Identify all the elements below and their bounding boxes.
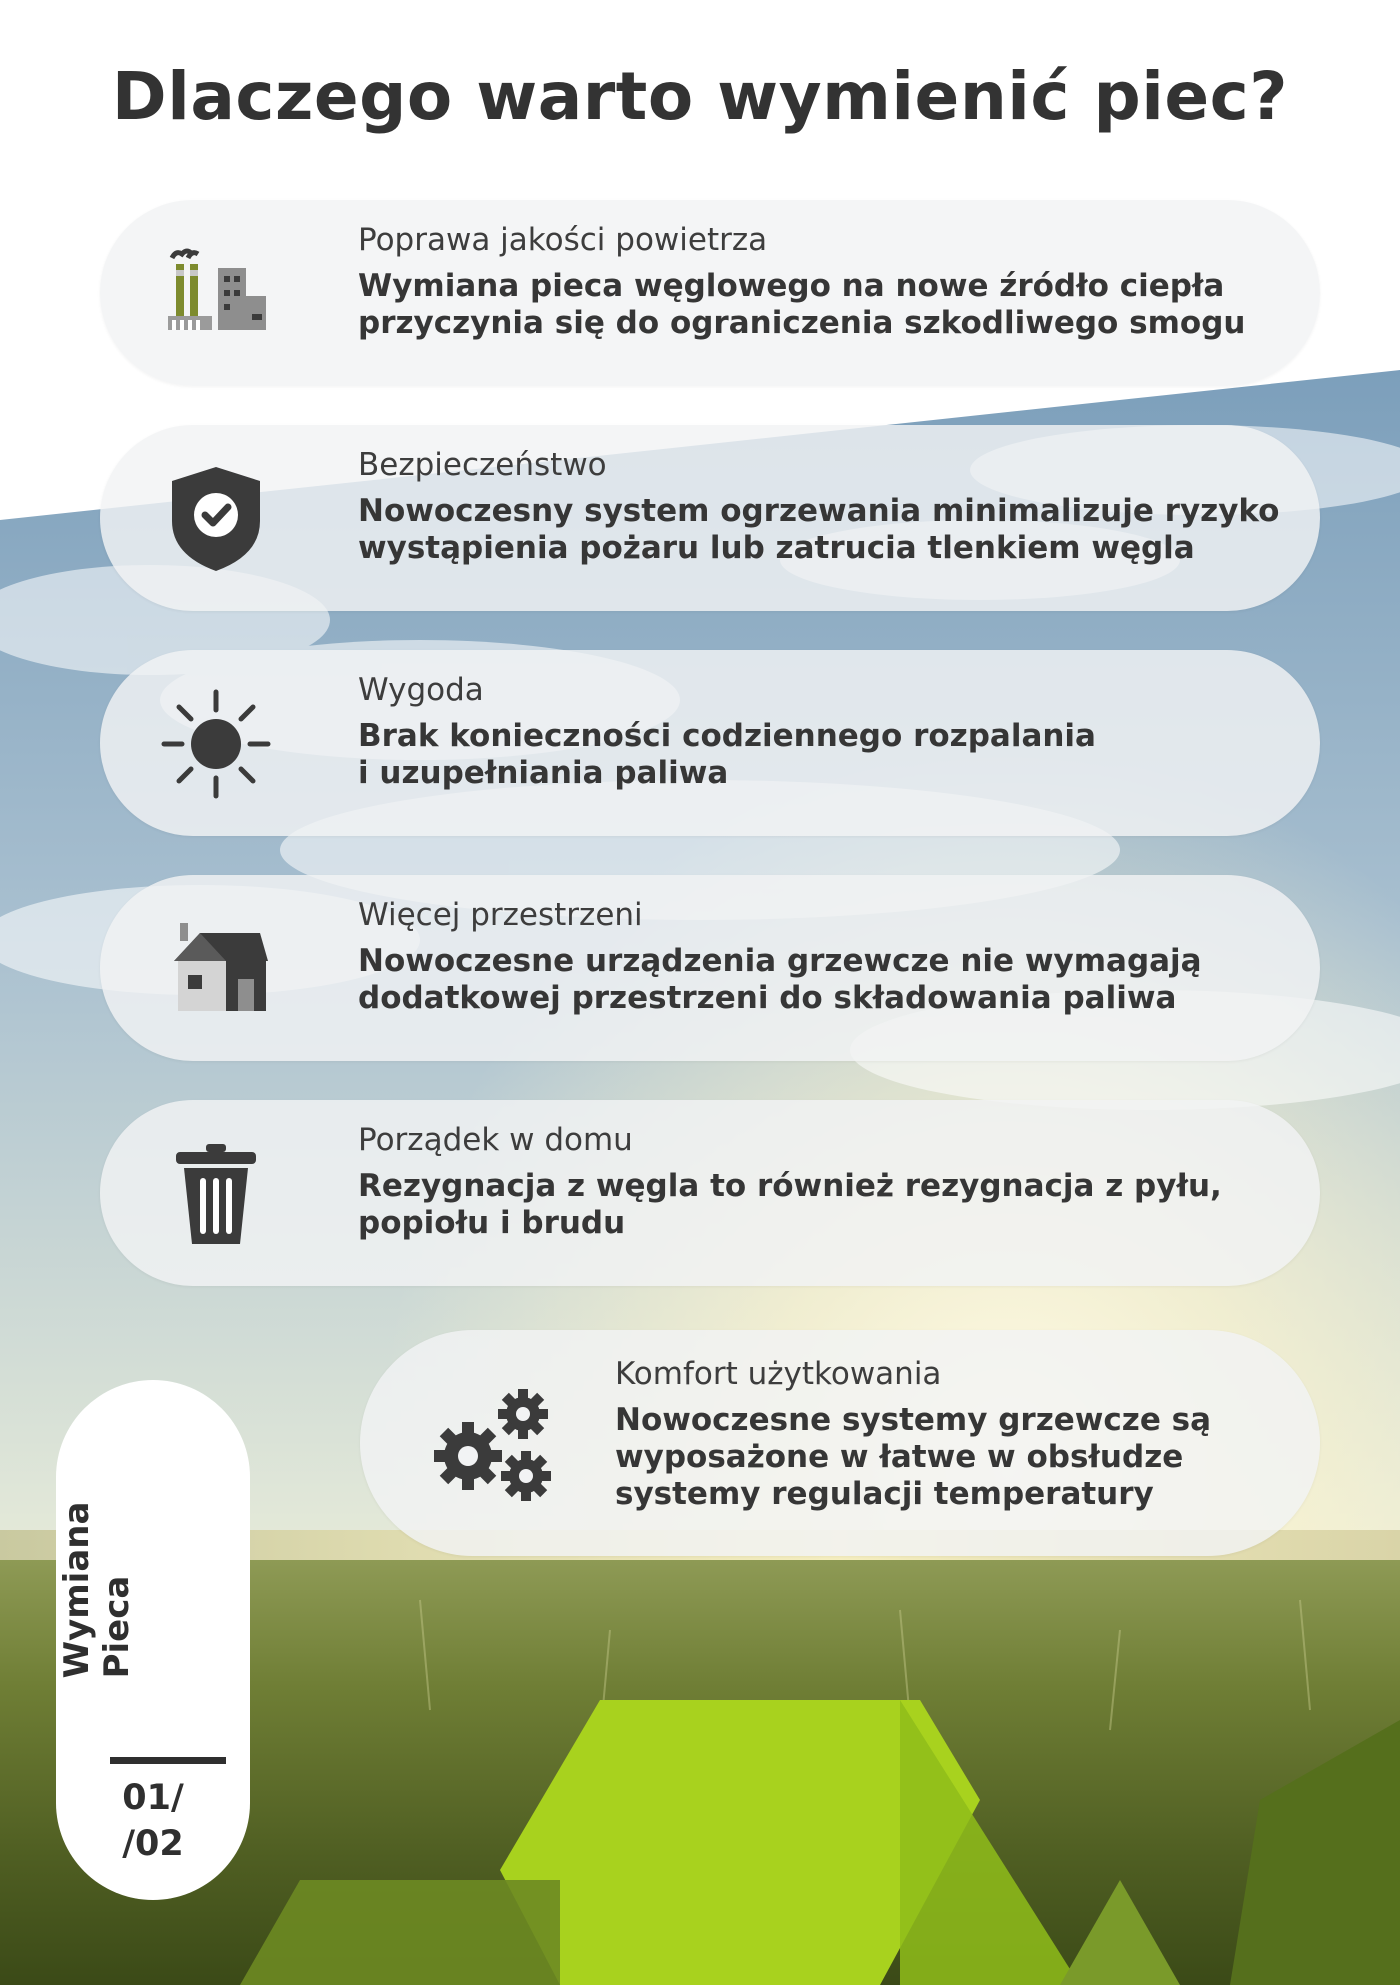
benefit-heading: Więcej przestrzeni (358, 897, 643, 933)
benefit-card-safety (100, 425, 1320, 611)
benefit-card-convenience (100, 650, 1320, 836)
trash-icon (160, 1138, 272, 1250)
benefit-heading: Poprawa jakości powietrza (358, 222, 768, 258)
benefit-heading: Bezpieczeństwo (358, 447, 607, 483)
sun-icon (160, 688, 272, 800)
house-icon (160, 913, 272, 1025)
description-line: Nowoczesne urządzenia grzewcze nie wymagają (358, 943, 1202, 979)
page-number-total: /02 (122, 1824, 184, 1864)
gears-icon (428, 1378, 558, 1508)
benefit-heading: Wygoda (358, 672, 484, 708)
badge-label-line: Wymiana (57, 1501, 97, 1679)
benefit-description (358, 493, 1280, 567)
shield-check-icon (160, 463, 272, 575)
description-line: popiołu i brudu (358, 1205, 626, 1241)
description-line: Wymiana pieca węglowego na nowe źródło ciepła (358, 268, 1225, 304)
badge-divider (110, 1757, 226, 1764)
factory-icon (160, 238, 272, 350)
benefit-card-air-quality (100, 200, 1320, 386)
benefit-description (358, 943, 1280, 1017)
benefit-heading: Porządek w domu (358, 1122, 633, 1158)
benefit-description (358, 718, 1280, 792)
description-line: systemy regulacji temperatury (615, 1476, 1154, 1512)
benefit-description (358, 1168, 1280, 1242)
description-line: wyposażone w łatwe w obsłudze (615, 1439, 1184, 1475)
description-line: Rezygnacja z węgla to również rezygnacja z pyłu, (358, 1168, 1222, 1204)
benefit-description (615, 1402, 1280, 1513)
description-line: Nowoczesny system ogrzewania minimalizuje ryzyko (358, 493, 1280, 529)
benefit-description (358, 268, 1280, 342)
description-line: wystąpienia pożaru lub zatrucia tlenkiem węgla (358, 530, 1195, 566)
benefit-card-cleanliness (100, 1100, 1320, 1286)
page-number (56, 1775, 250, 1867)
page-title: Dlaczego warto wymienić piec? (111, 58, 1289, 135)
section-badge-label (57, 1502, 137, 1679)
description-line: przyczynia się do ograniczenia szkodliwego smogu (358, 305, 1246, 341)
page-number-current: 01/ (122, 1778, 184, 1818)
benefit-card-space (100, 875, 1320, 1061)
description-line: Nowoczesne systemy grzewcze są (615, 1402, 1212, 1438)
description-line: dodatkowej przestrzeni do składowania paliwa (358, 980, 1177, 1016)
description-line: i uzupełniania paliwa (358, 755, 729, 791)
badge-label-line: Pieca (97, 1575, 137, 1679)
benefit-card-comfort (360, 1330, 1320, 1556)
description-line: Brak konieczności codziennego rozpalania (358, 718, 1096, 754)
benefit-heading: Komfort użytkowania (615, 1356, 942, 1392)
